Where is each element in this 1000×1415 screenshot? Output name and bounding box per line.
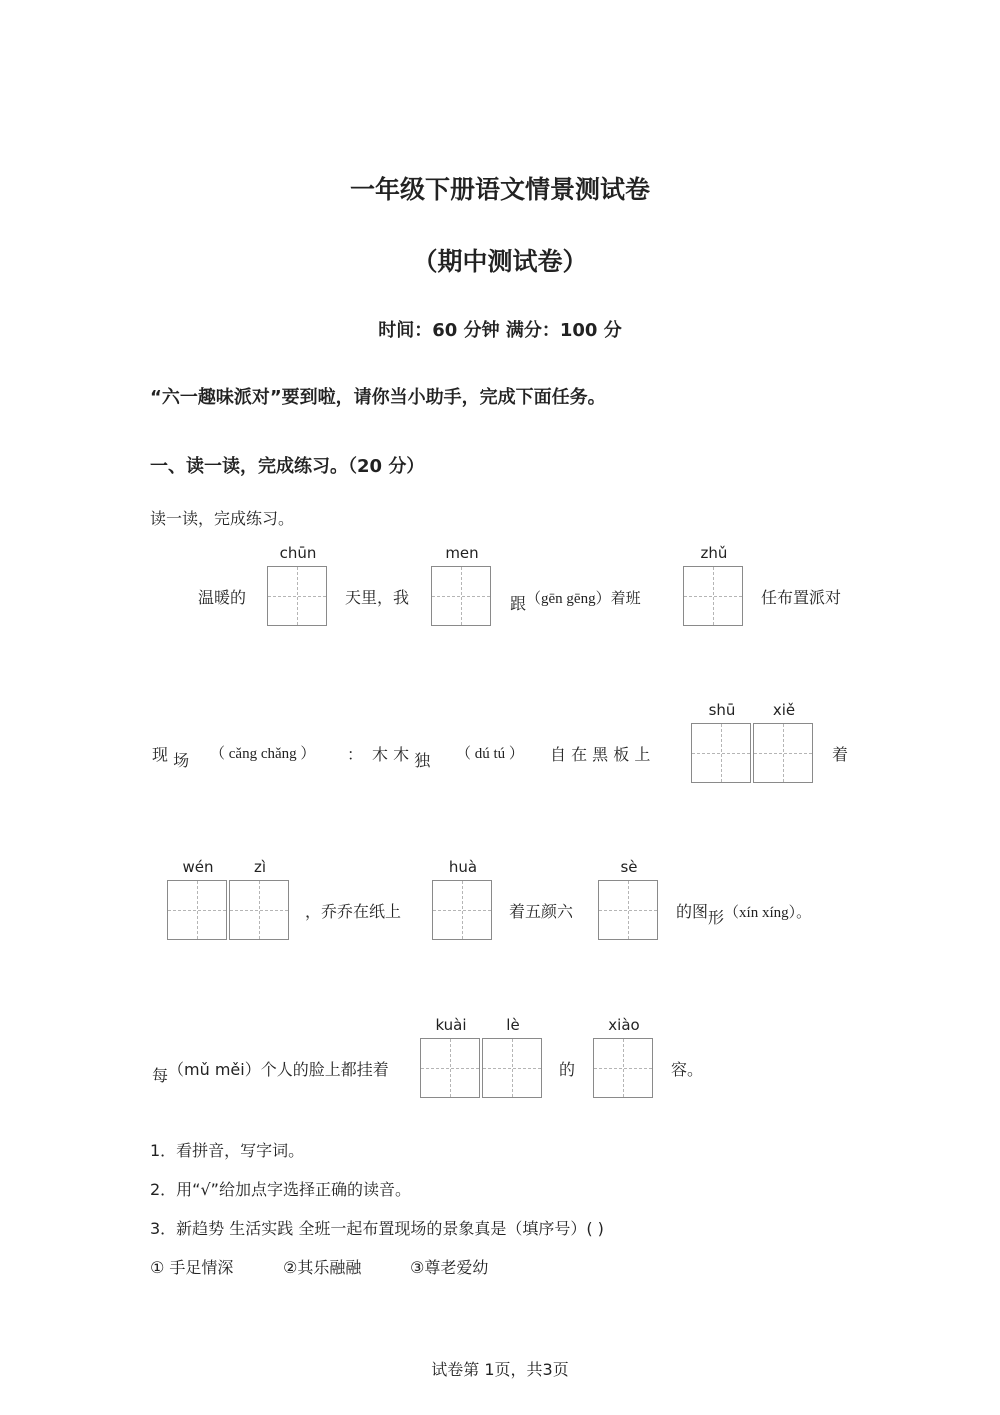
pinyin-label: zì <box>253 858 267 876</box>
passage-text: 温暖的 <box>198 588 247 607</box>
question-1: 1．看拼音，写字词。 <box>150 1141 305 1160</box>
page-subtitle: （期中测试卷） <box>412 247 588 276</box>
pinyin-choice[interactable]: （xín xíng）。 <box>724 905 812 921</box>
dotted-character: 每 <box>152 1066 169 1085</box>
passage-text <box>510 585 641 613</box>
pinyin-label: men <box>445 544 479 562</box>
option-1: ① 手足情深 <box>150 1258 234 1277</box>
pinyin-label: lè <box>506 1016 520 1034</box>
passage-text: 自 在 黑 板 上 <box>550 745 651 764</box>
dotted-character: 跟 <box>510 594 527 613</box>
pinyin-label: zhǔ <box>700 544 728 562</box>
option-3: ③尊老爱幼 <box>410 1258 489 1277</box>
pinyin-label: chūn <box>279 544 317 562</box>
writing-box[interactable] <box>691 723 751 783</box>
passage-text: 容。 <box>671 1060 704 1079</box>
pinyin-label: kuài <box>435 1016 467 1034</box>
pinyin-label: xiào <box>608 1016 640 1034</box>
passage-text <box>152 1057 389 1085</box>
pinyin-label: xiě <box>772 701 796 719</box>
page-title: 一年级下册语文情景测试卷 <box>349 175 650 204</box>
exam-meta: 时间：60 分钟 满分：100 分 <box>378 320 622 341</box>
section-heading: 一、读一读，完成练习。（20 分） <box>150 456 425 477</box>
passage-char: 木 木 <box>372 745 410 764</box>
writing-box[interactable] <box>753 723 813 783</box>
passage-char: 的图 <box>676 902 709 921</box>
writing-box[interactable] <box>167 880 227 940</box>
writing-box[interactable] <box>420 1038 480 1098</box>
writing-box[interactable] <box>593 1038 653 1098</box>
intro-text: “六一趣味派对”要到啦，请你当小助手，完成下面任务。 <box>150 387 606 408</box>
pinyin-label: huà <box>448 858 478 876</box>
passage-text: 任布置派对 <box>761 588 842 607</box>
passage-text <box>372 742 431 770</box>
dotted-character: 场 <box>173 751 190 770</box>
passage-text: 的 <box>559 1060 576 1079</box>
dotted-character: 形 <box>708 908 725 927</box>
passage-text-rest: （mǔ měi）个人的脸上都挂着 <box>168 1060 389 1079</box>
pinyin-choice[interactable]: （gēn gēng）着班 <box>526 591 641 607</box>
writing-box[interactable] <box>229 880 289 940</box>
writing-box[interactable] <box>267 566 327 626</box>
passage-text: ： <box>347 745 364 764</box>
passage-text: 着五颜六 <box>509 902 574 921</box>
pinyin-label: wén <box>182 858 214 876</box>
pinyin-choice[interactable]: （ cǎng chǎng ） <box>210 746 316 762</box>
passage-text: 天里，我 <box>345 588 410 607</box>
pinyin-label: sè <box>620 858 638 876</box>
question-3[interactable]: 3．新趋势 生活实践 全班一起布置现场的景象真是（填序号）( ) <box>150 1219 604 1238</box>
section-instruction: 读一读，完成练习。 <box>150 509 295 528</box>
passage-text: ，乔乔在纸上 <box>305 902 402 921</box>
dotted-character: 独 <box>414 751 431 770</box>
writing-box[interactable] <box>482 1038 542 1098</box>
question-2: 2．用“√”给加点字选择正确的读音。 <box>150 1180 411 1199</box>
pinyin-choice[interactable]: （ dú tú ） <box>456 746 524 762</box>
option-2: ②其乐融融 <box>283 1258 362 1277</box>
page-footer: 试卷第 1页，共3页 <box>431 1360 569 1379</box>
writing-box[interactable] <box>598 880 658 940</box>
passage-text <box>152 742 190 770</box>
pinyin-label: shū <box>708 701 736 719</box>
writing-box[interactable] <box>431 566 491 626</box>
writing-box[interactable] <box>432 880 492 940</box>
passage-text: 着 <box>832 745 849 764</box>
passage-text <box>676 899 812 927</box>
writing-box[interactable] <box>683 566 743 626</box>
passage-char: 现 <box>152 745 169 764</box>
